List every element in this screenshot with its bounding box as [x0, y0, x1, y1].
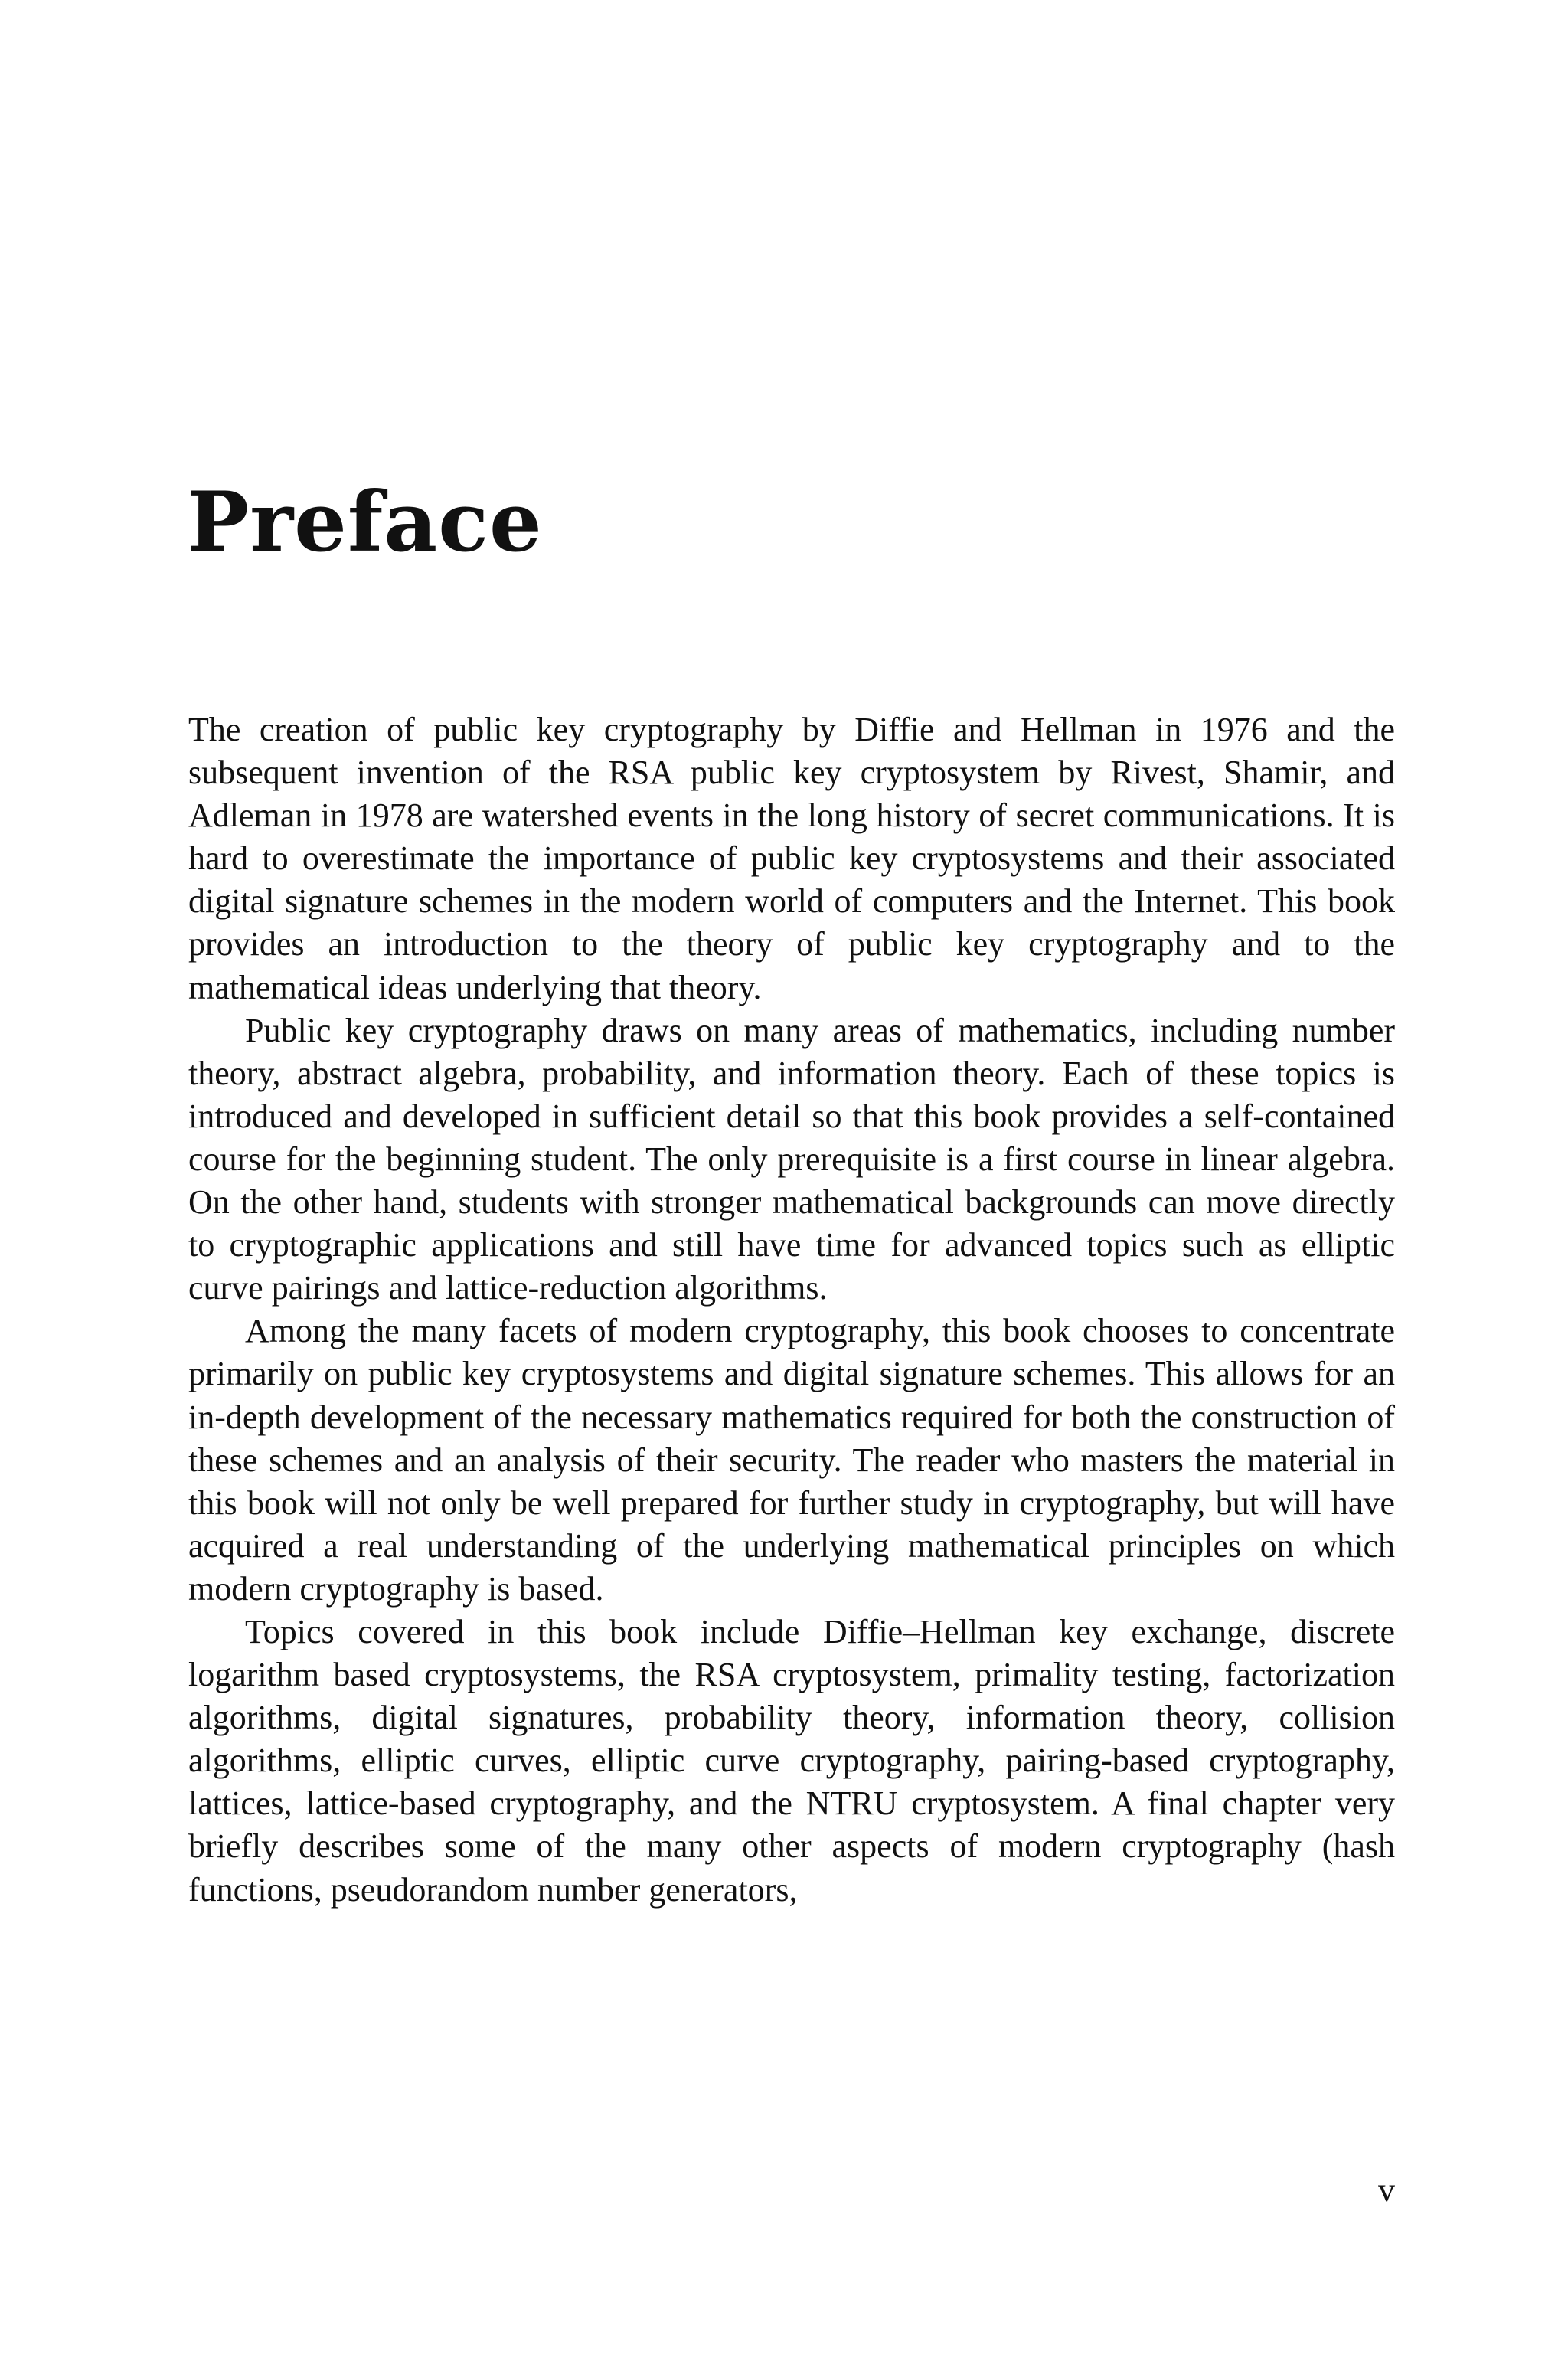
page-number: v: [1378, 2171, 1395, 2209]
preface-paragraph-1: The creation of public key cryptography by Diffie and Hellman in 1976 and the subsequent invention of the RSA public key cryptosystem by Rivest, Shamir, and Adleman in 1978 are watershed events in the long history of secret communications. It is hard to overestimate the importance of public key cryptosystems and their associated digital signature schemes in the modern world of computers and the Internet. This book provides an introduction to the theory of public key cryptography and to the mathematical ideas underlying that theory.: [188, 711, 1395, 1006]
preface-paragraph-4: Topics covered in this book include Diffie–Hellman key exchange, discrete logarithm based cryptosystems, the RSA cryptosystem, primality testing, factorization algorithms, digital signatures, probability theory, information theory, collision algorithms, elliptic curves, elliptic curve cryptography, pairing-based cryptography, lattices, lattice-based cryptography, and the NTRU cryptosystem. A final chapter very briefly describes some of the many other aspects of modern cryptography (hash functions, pseudorandom number generators,: [188, 1612, 1395, 1909]
preface-body: [188, 708, 1395, 1912]
chapter-title: Preface: [187, 474, 543, 571]
preface-paragraph-2: Public key cryptography draws on many areas of mathematics, including number theory, abstract algebra, probability, and information theory. Each of these topics is introduced and developed in sufficient detail so that this book provides a self-contained course for the beginning student. The only prerequisite is a first course in linear algebra. On the other hand, students with stronger mathematical backgrounds can move directly to cryptographic applications and still have time for advanced topics such as elliptic curve pairings and lattice-reduction algorithms.: [188, 1011, 1395, 1307]
preface-paragraph-3: Among the many facets of modern cryptography, this book chooses to concentrate primarily on public key cryptosystems and digital signature schemes. This allows for an in-depth development of the necessary mathematics required for both the construction of these schemes and an analysis of their security. The reader who masters the material in this book will not only be well prepared for further study in cryptography, but will have acquired a real understanding of the underlying mathematical principles on which modern cryptography is based.: [188, 1312, 1395, 1608]
